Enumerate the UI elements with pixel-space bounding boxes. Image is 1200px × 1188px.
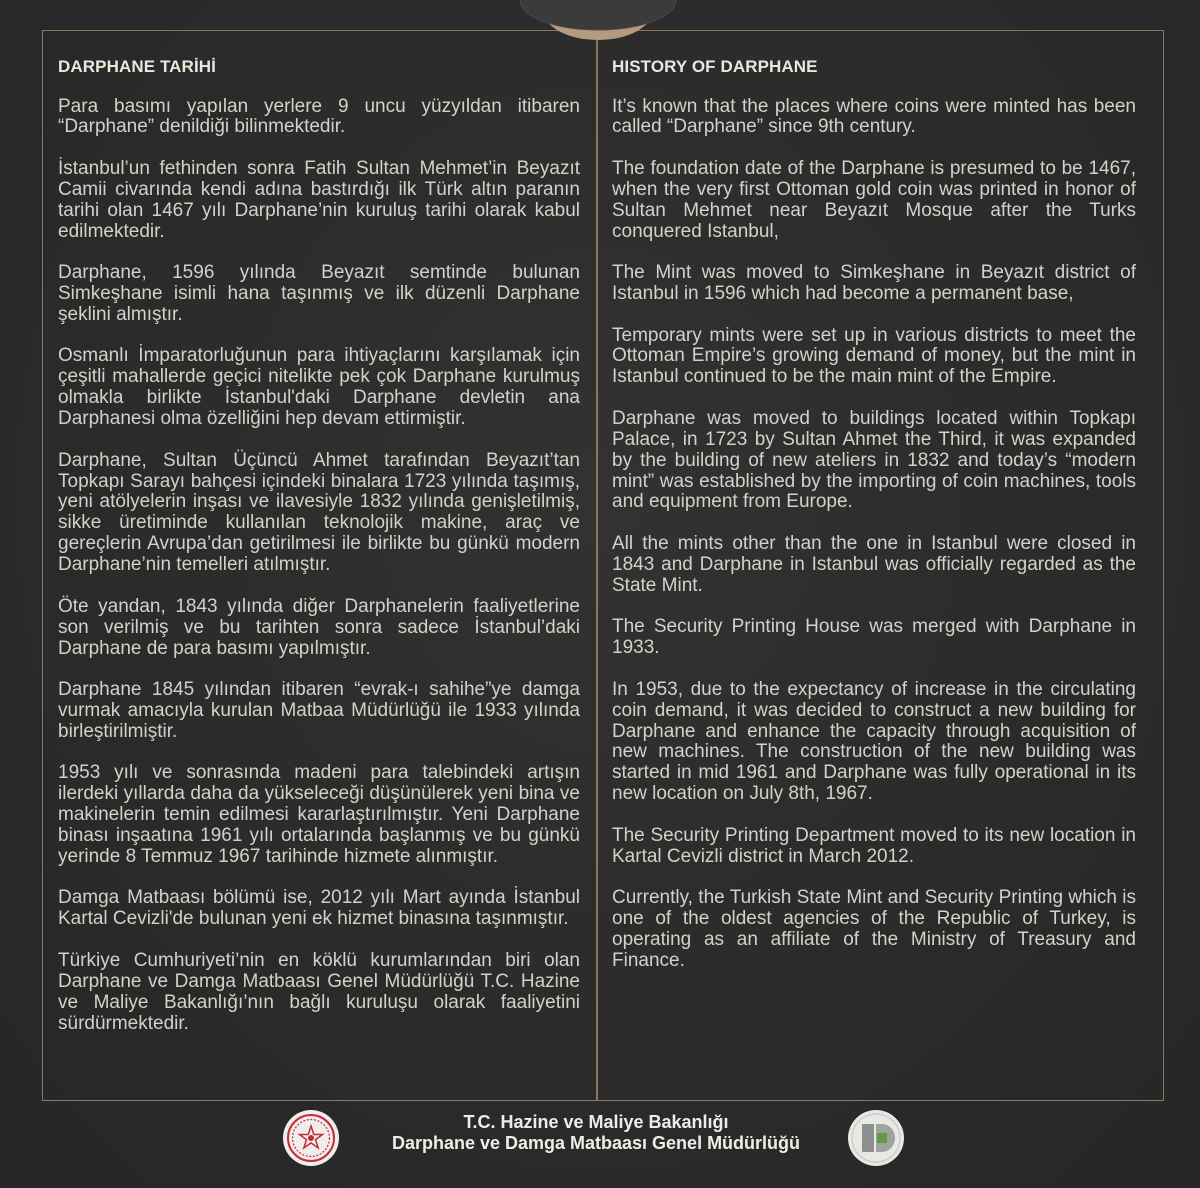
logo-block-left <box>862 1124 874 1152</box>
darphane-logo-icon <box>847 1109 905 1167</box>
en-paragraph-5: Darphane was moved to buildings located within Topkapı Palace, in 1723 by Sultan Ahmet the Third, it was expanded by the building of new ateliers in 1832 and today’s “modern mint” was established by the importing of coin machines, tools and equipment from Europe. <box>612 407 1136 513</box>
ministry-emblem-graphic <box>282 1109 340 1167</box>
tr-paragraph-9: Damga Matbaası bölümü ise, 2012 yılı Mart ayında İstanbul Kartal Cevizli'de bulunan yeni ek hizmet binasına taşınmıştır. <box>58 887 580 930</box>
en-paragraph-4: Temporary mints were set up in various districts to meet the Ottoman Empire’s growing demand of money, but the mint in Istanbul continued to be the main mint of the Empire. <box>612 324 1136 388</box>
tr-paragraph-5: Darphane, Sultan Üçüncü Ahmet tarafından Beyazıt’tan Topkapı Sarayı bahçesi içindeki binalara 1723 yılında taşımış, yeni atölyelerin inşası ve ilavesiyle 1832 yılında genişletilmiş, sikke üretiminde kullanılan teknolojik makine, araç ve gereçlerin Avrupa’dan getirilmesi ile birlikte bu günkü modern Darphane’nin temelleri atılmıştır. <box>58 449 580 576</box>
tr-paragraph-6: Öte yandan, 1843 yılında diğer Darphanelerin faaliyetlerine son verilmiş ve bu tarihten sonra sadece İstanbul’daki Darphane de para basımı yapılmıştır. <box>58 595 580 659</box>
thumb-notch <box>500 0 700 48</box>
tr-paragraph-7: Darphane 1845 yılından itibaren “evrak-ı sahihe”ye damga vurmak amacıyla kurulan Matbaa Müdürlüğü ile 1933 yılında birleştirilmiştir. <box>58 679 580 742</box>
english-column <box>612 56 1136 972</box>
tr-paragraph-10: Türkiye Cumhuriyeti’nin en köklü kurumlarından biri olan Darphane ve Damga Matbaası Genel Müdürlüğü T.C. Hazine ve Maliye Bakanlığı’nın bağlı kuruluşu olarak faaliyetini sürdürmektedir. <box>58 949 580 1034</box>
en-paragraph-7: The Security Printing House was merged with Darphane in 1933. <box>612 616 1136 659</box>
en-paragraph-8: In 1953, due to the expectancy of increase in the circulating coin demand, it was decided to construct a new building for Darphane and enhance the capacity through acquisition of new machines. The construction of the new building was started in mid 1961 and Darphane was fully operational in its new location on July 8th, 1967. <box>612 678 1136 805</box>
en-paragraph-3: The Mint was moved to Simkeşhane in Beyazıt district of Istanbul in 1596 which had become a permanent base, <box>612 262 1136 305</box>
emblem-center <box>308 1135 314 1141</box>
logo-green-mark <box>877 1133 887 1143</box>
tr-paragraph-8: 1953 yılı ve sonrasında madeni para talebindeki artışın ilerdeki yıllarda daha da yükseleceği düşünülerek yeni bina ve makinelerin temin edilmesi kararlaştırılmıştır. Yeni Darphane binası inşaatına 1961 yılı ortalarında başlanmış ve bu günkü yerinde 8 Temmuz 1967 tarihinde hizmete alınmıştır. <box>58 762 580 867</box>
en-paragraph-10: Currently, the Turkish State Mint and Security Printing which is one of the oldest agencies of the Republic of Turkey, is operating as an affiliate of the Ministry of Treasury and Finance. <box>612 887 1136 971</box>
turkish-column <box>58 56 580 1034</box>
footer-ministry-name: T.C. Hazine ve Maliye Bakanlığı <box>463 1112 729 1132</box>
turkish-heading: DARPHANE TARİHİ <box>58 57 216 76</box>
tr-paragraph-1: Para basımı yapılan yerlere 9 uncu yüzyıldan itibaren “Darphane” denildiği bilinmektedir. <box>58 95 580 138</box>
en-paragraph-9: The Security Printing Department moved to its new location in Kartal Cevizli district in March 2012. <box>612 824 1136 867</box>
tr-paragraph-4: Osmanlı İmparatorluğunun para ihtiyaçlarını karşılamak için çeşitli mahallerde geçici nitelikte pek çok Darphane kurulmuş olmakla birlikte İstanbul'daki Darphane devletin ana Darphanesi olma özelliğini hep devam ettirmiştir. <box>58 345 580 430</box>
tr-paragraph-2: İstanbul’un fethinden sonra Fatih Sultan Mehmet’in Beyazıt Camii civarında kendi adına bastırdığı ilk Türk altın paranın tarihi olan 1467 yılı Darphane’nin kuruluş tarihi olarak kabul edilmektedir. <box>58 157 580 242</box>
footer-institution <box>350 1112 842 1154</box>
notch-cutout <box>520 0 676 30</box>
en-paragraph-2: The foundation date of the Darphane is presumed to be 1467, when the very first Ottoman gold coin was printed in honor of Sultan Mehmet near Beyazıt Mosque after the Turks conquered Istanbul, <box>612 157 1136 242</box>
tr-paragraph-3: Darphane, 1596 yılında Beyazıt semtinde bulunan Simkeşhane isimli hana taşınmış ve ilk düzenli Darphane şeklini almıştır. <box>58 262 580 325</box>
english-heading: HISTORY OF DARPHANE <box>612 57 818 76</box>
footer-directorate-name: Darphane ve Damga Matbaası Genel Müdürlüğü <box>391 1133 801 1153</box>
en-paragraph-6: All the mints other than the one in Istanbul were closed in 1843 and Darphane in Istanbul was officially regarded as the State Mint. <box>612 532 1136 596</box>
en-paragraph-1: It’s known that the places where coins were minted has been called “Darphane” since 9th century. <box>612 95 1136 138</box>
column-divider <box>596 30 598 1101</box>
darphane-logo-graphic <box>847 1109 905 1167</box>
ministry-emblem-icon <box>282 1109 340 1167</box>
